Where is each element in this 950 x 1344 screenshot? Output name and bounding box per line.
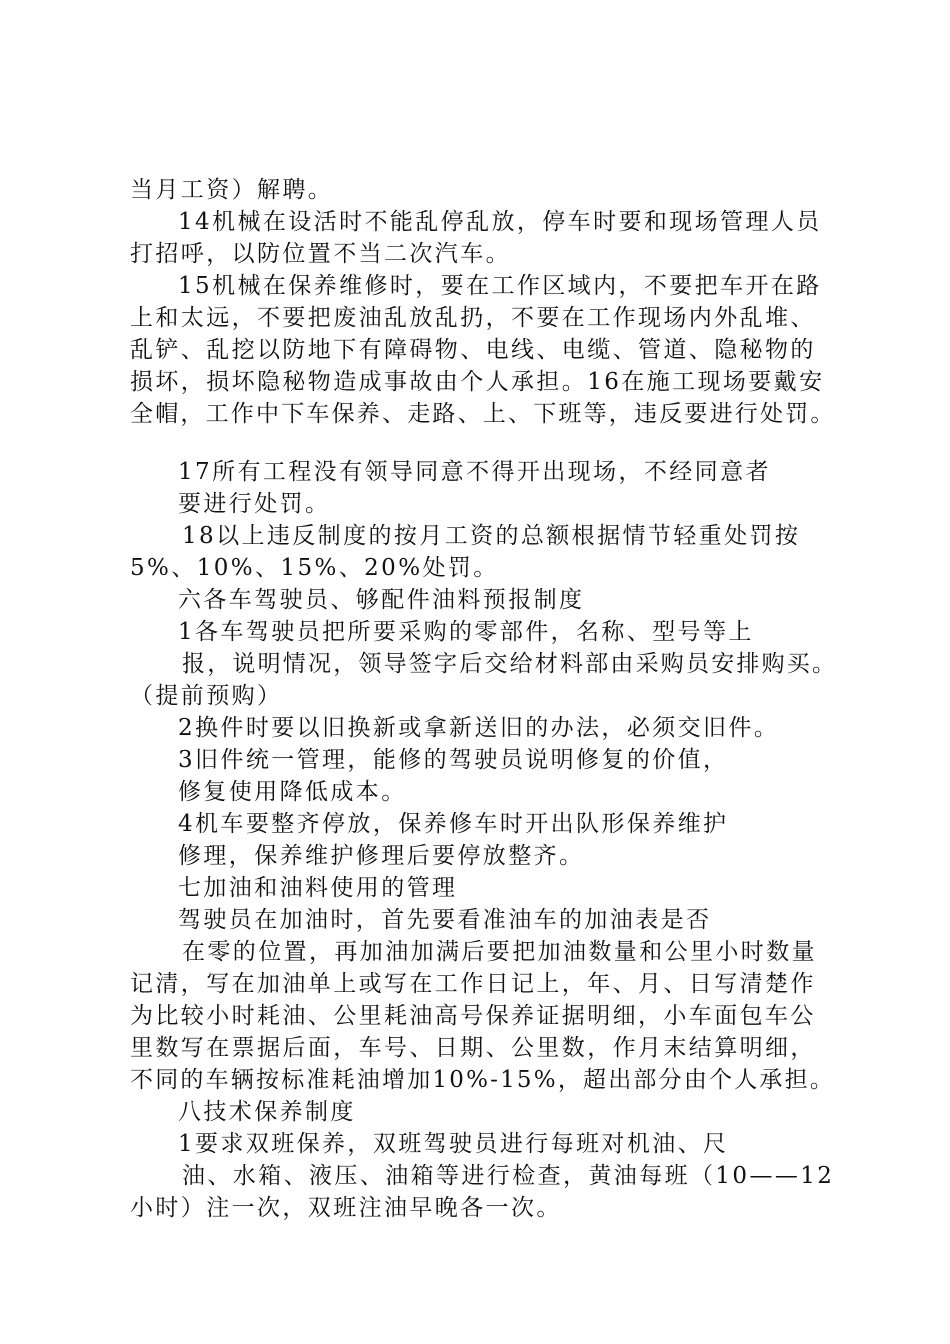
text-line: （提前预购）	[130, 683, 283, 709]
text-line: 修理，保养维护修理后要停放整齐。	[178, 843, 585, 869]
section-heading: 八技术保养制度	[178, 1099, 356, 1125]
text-line: 不同的车辆按标准耗油增加10%-15%，超出部分由个人承担。	[130, 1067, 836, 1093]
text-line: 18以上违反制度的按月工资的总额根据情节轻重处罚按	[182, 523, 801, 549]
text-line: 2换件时要以旧换新或拿新送旧的办法，必须交旧件。	[178, 715, 780, 741]
section-heading: 六各车驾驶员、够配件油料预报制度	[178, 587, 585, 613]
text-line: 当月工资）解聘。	[130, 177, 334, 203]
text-line: 1各车驾驶员把所要采购的零部件，名称、型号等上	[178, 619, 754, 645]
text-line: 15机械在保养维修时，要在工作区域内，不要把车开在路	[178, 273, 822, 299]
text-line: 里数写在票据后面，车号、日期、公里数，作月末结算明细，	[130, 1035, 816, 1061]
text-line: 记清，写在加油单上或写在工作日记上，年、月、日写清楚作	[130, 971, 816, 997]
section-heading: 七加油和油料使用的管理	[178, 875, 458, 901]
text-line: 在零的位置，再加油加满后要把加油数量和公里小时数量	[182, 939, 817, 965]
text-line: 3旧件统一管理，能修的驾驶员说明修复的价值，	[178, 747, 729, 773]
text-line: 油、水箱、液压、油箱等进行检查，黄油每班（10——12	[182, 1163, 835, 1189]
text-line: 要进行处罚。	[178, 491, 331, 517]
text-line: 报，说明情况，领导签字后交给材料部由采购员安排购买。	[182, 651, 838, 677]
text-line: 全帽，工作中下车保养、走路、上、下班等，违反要进行处罚。	[130, 401, 836, 427]
text-line: 14机械在设活时不能乱停乱放，停车时要和现场管理人员	[178, 209, 822, 235]
text-line: 小时）注一次，双班注油早晚各一次。	[130, 1195, 562, 1221]
text-line: 17所有工程没有领导同意不得开出现场，不经同意者	[178, 459, 771, 485]
text-line: 驾驶员在加油时，首先要看准油车的加油表是否	[178, 907, 712, 933]
text-line: 为比较小时耗油、公里耗油高号保养证据明细，小车面包车公	[130, 1003, 816, 1029]
text-line: 修复使用降低成本。	[178, 779, 407, 805]
text-line: 上和太远，不要把废油乱放乱扔，不要在工作现场内外乱堆、	[130, 305, 816, 331]
text-line: 1要求双班保养，双班驾驶员进行每班对机油、尺	[178, 1131, 729, 1157]
text-line: 4机车要整齐停放，保养修车时开出队形保养维护	[178, 811, 729, 837]
text-line: 5%、10%、15%、20%处罚。	[130, 555, 499, 581]
text-line: 损坏，损坏隐秘物造成事故由个人承担。16在施工现场要戴安	[130, 369, 825, 395]
text-line: 乱铲、乱挖以防地下有障碍物、电线、电缆、管道、隐秘物的	[130, 337, 816, 363]
text-line: 打招呼，以防位置不当二次汽车。	[130, 241, 511, 267]
